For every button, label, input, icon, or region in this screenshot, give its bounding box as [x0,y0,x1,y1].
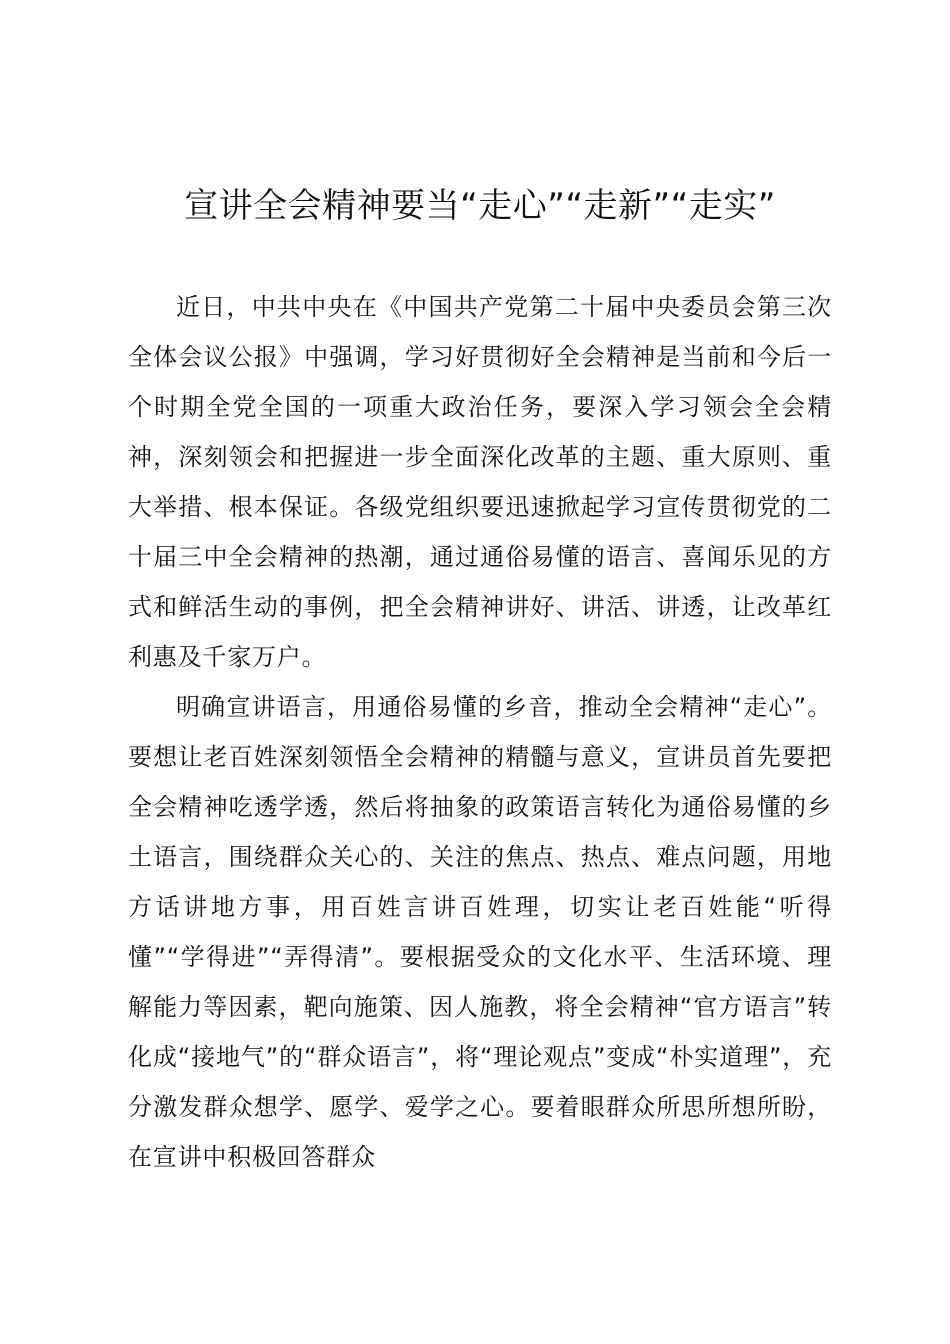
paragraph-language: 明确宣讲语言，用通俗易懂的乡音，推动全会精神“走心”。要想让老百姓深刻领悟全会精神的精髓与意义，宣讲员首先要把全会精神吃透学透，然后将抽象的政策语言转化为通俗易懂的乡土语言，围绕群众关心的、关注的焦点、热点、难点问题，用地方话讲地方事，用百姓言讲百姓理，切实让老百姓能“听得懂”“学得进”“弄得清”。要根据受众的文化水平、生活环境、理解能力等因素，靶向施策、因人施教，将全会精神“官方语言”转化成“接地气”的“群众语言”，将“理论观点”变成“朴实道理”，充分激发群众想学、愿学、爱学之心。要着眼群众所思所想所盼，在宣讲中积极回答群众 [128,693,832,1171]
document-title: 宣讲全会精神要当“走心”“走新”“走实” [184,186,776,226]
document-body [128,282,832,1182]
paragraph-intro: 近日，中共中央在《中国共产党第二十届中央委员会第三次全体会议公报》中强调，学习好贯彻好全会精神是当前和今后一个时期全党全国的一项重大政治任务，要深入学习领会全会精神，深刻领会和把握进一步全面深化改革的主题、重大原则、重大举措、根本保证。各级党组织要迅速掀起学习宣传贯彻党的二十届三中全会精神的热潮，通过通俗易懂的语言、喜闻乐见的方式和鲜活生动的事例，把全会精神讲好、讲活、讲透，让改革红利惠及千家万户。 [128,293,832,671]
